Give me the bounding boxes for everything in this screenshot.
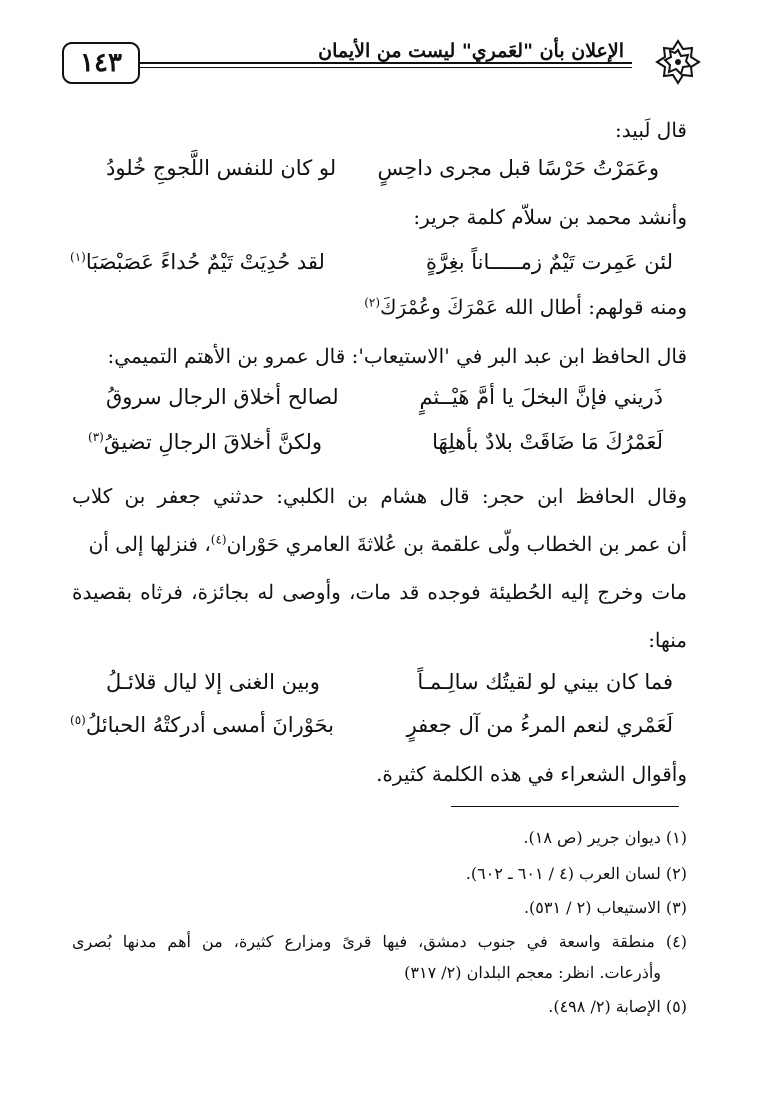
verse-hemistich: فما كان بيني لو لقيتُك سالِـمـاً (417, 670, 673, 694)
footnote: (٤) منطقة واسعة في جنوب دمشق، فيها قرىً ومزارع كثيرة، من أهم مدنها بُصرى (72, 932, 687, 951)
text-line: منها: (648, 628, 687, 652)
text-span: أن عمر بن الخطاب ولّى علقمة بن عُلاثةَ العامري حَوْران (226, 532, 687, 556)
verse-hemistich: لو كان للنفس اللَّجوجِ خُلودُ (106, 156, 337, 180)
verse-hemistich: لقد حُدِيَتْ تَيْمٌ حُداءً عَصَبْصَبَا (85, 250, 325, 274)
text-line (0, 295, 687, 319)
footnote: (٥) الإصابة (٢/ ٤٩٨). (548, 997, 687, 1016)
header-rule (140, 62, 632, 64)
verse-line (70, 385, 687, 415)
text-line: قال الحافظ ابن عبد البر في 'الاستيعاب': قال عمرو بن الأهتم التميمي: (107, 344, 687, 368)
text-line (72, 532, 687, 556)
footnote-ref: (٣) (88, 430, 104, 444)
verse-hemistich: ذَريني فإنَّ البخلَ يا أمَّ هَيْــثمٍ (419, 385, 663, 409)
header-rule-thin (140, 67, 632, 68)
verse-hemistich: بحَوْرانَ أمسى أدركتْهُ الحبائلُ (85, 713, 335, 737)
text-line: مات وخرج إليه الحُطيئة فوجده قد مات، وأوصى له بجائزة، فرثاه بقصيدة (72, 580, 687, 604)
verse-line (70, 670, 687, 700)
footnote-ref: (٢) (364, 295, 381, 310)
footnote: (٣) الاستيعاب (٢ / ٥٣١). (523, 898, 687, 917)
text-line: قال لَبيد: (615, 118, 687, 142)
footnote: (١) ديوان جرير (ص ١٨). (523, 828, 687, 847)
footnote-ref: (١) (70, 250, 86, 264)
footnote-ref: (٥) (70, 713, 86, 727)
text-line: وأنشد محمد بن سلاّم كلمة جرير: (413, 205, 687, 229)
footnote-continuation: وأذرعات. انظر: معجم البلدان (٢/ ٣١٧) (404, 963, 661, 982)
verse-hemistich: وبين الغنى إلا ليال قلائـلُ (106, 670, 320, 694)
running-title: الإعلان بأن "لعَمري" ليست من الأيمان (312, 40, 630, 62)
verse-hemistich: وعَمَرْتُ حَرْسًا قبل مجرى داحِسٍ (377, 156, 659, 180)
verse-hemistich: لَعَمْري لنعم المرءُ من آل جعفرٍ (406, 713, 673, 737)
verse-line (70, 430, 687, 460)
verse-line (70, 250, 687, 280)
footnote: (٢) لسان العرب (٤ / ٦٠١ ـ ٦٠٢). (465, 864, 687, 883)
text-span: ، فنزلها إلى أن (88, 532, 211, 556)
verse-line (70, 156, 687, 186)
verse-hemistich: لَعَمْرُكَ مَا ضَاقَتْ بلادٌ بأهلِهَا (432, 430, 663, 454)
text-line: وأقوال الشعراء في هذه الكلمة كثيرة. (376, 762, 687, 786)
text-span: ومنه قولهم: أطال الله عَمْرَكَ وعُمْرَكَ (380, 295, 687, 319)
verse-line (70, 713, 687, 743)
verse-hemistich: لئن عَمِرت تَيْمٌ زمـــــاناً بغِرَّةٍ (426, 250, 673, 274)
footnote-ref: (٤) (210, 532, 227, 547)
text-line: وقال الحافظ ابن حجر: قال هشام بن الكلبي: حدثني جعفر بن كلاب (72, 484, 687, 508)
star-ornament-icon (654, 38, 702, 86)
footnote-separator (451, 806, 679, 807)
verse-hemistich: لصالح أخلاق الرجال سروقُ (106, 385, 339, 409)
page-number: ١٤٣ (62, 42, 140, 84)
page-header (62, 38, 702, 88)
verse-hemistich: ولكنَّ أخلاقَ الرجالِ تضيقُ (103, 430, 322, 454)
